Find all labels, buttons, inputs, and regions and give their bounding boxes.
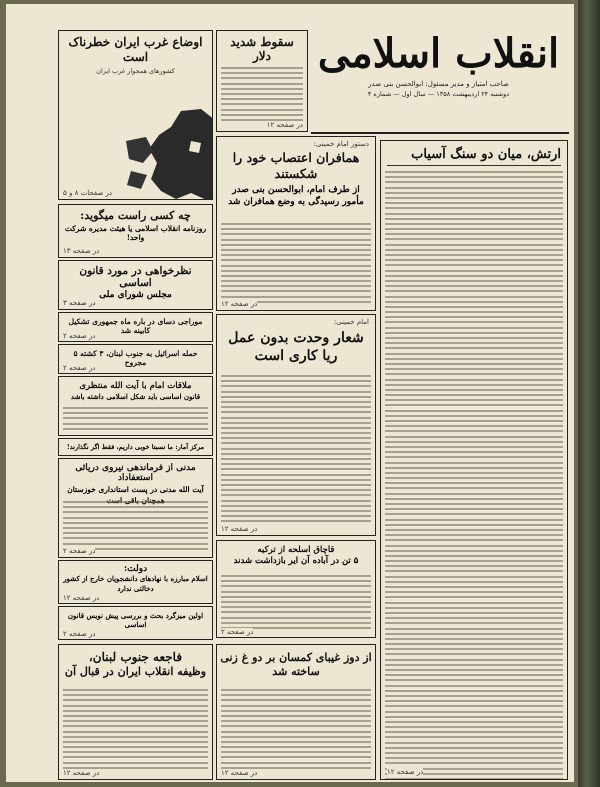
govt-article: [58, 560, 213, 604]
rumor-article: [216, 644, 376, 780]
slogan-article: [216, 314, 376, 536]
meeting-sub: قانون اساسی باید شکل اسلامی داشته باشد: [70, 392, 201, 401]
lebanon-attack-headline: حمله اسرائیل به جنوب لبنان، ۳ کشته ۵ مجروح: [73, 349, 198, 367]
who-said-article: [58, 204, 213, 258]
cabinet-headline: موراجی دسای در باره ماه جمهوری تشکیل کابینه شد: [68, 317, 203, 335]
khuzestan-article: [58, 458, 213, 558]
west-iran-footer: در صفحات ۸ و ۵: [63, 189, 113, 197]
homafaran-article: [216, 136, 376, 311]
dollar-footer: در صفحه ۱۲: [266, 121, 303, 129]
masthead-title: انقلاب اسلامی: [317, 30, 560, 77]
constitution-footer: در صفحه ۳: [63, 299, 96, 307]
lebanon-tragedy-headline: فاجعه جنوب لبنان،: [88, 650, 183, 664]
lebanon-attack-article: [58, 344, 213, 374]
lebanon-tragedy-sub: وظیفه انقلاب ایران در قبال آن: [64, 665, 207, 678]
masthead: [311, 32, 566, 102]
constitution-article: [58, 260, 213, 310]
lebanon-tragedy-article: [58, 644, 213, 780]
lebanon-tragedy-footer: در صفحه ۱۲: [63, 769, 100, 777]
slogan-kicker: امام خمینی:: [333, 318, 369, 326]
rumor-sub: ساخته شد: [272, 665, 320, 678]
stats-article: [58, 438, 213, 456]
west-iran-headline: اوضاع غرب ایران خطرناک است: [68, 35, 203, 64]
who-said-headline: چه کسی راست میگوید:: [80, 209, 191, 222]
rumor-footer: در صفحه ۱۲: [221, 769, 258, 777]
masthead-rule: [311, 132, 569, 134]
govt-headline: دولت:: [123, 564, 148, 574]
cabinet-article: [58, 312, 213, 342]
homafaran-kicker: دستور امام خمینی:: [313, 140, 369, 148]
smuggling-article: [216, 540, 376, 638]
meeting-headline: ملاقات امام با آیت الله منتظری: [79, 381, 192, 391]
newspaper-page: [6, 4, 574, 782]
who-said-footer: در صفحه ۱۳: [63, 247, 100, 255]
homafaran-footer: در صفحه ۱۲: [221, 300, 258, 308]
roundtable-footer: در صفحه ۲: [63, 630, 96, 638]
iran-map: [121, 101, 213, 200]
khuzestan-sub: آیت الله مدنی در پست استانداری خوزستان: [67, 485, 204, 494]
map-caption: کشورهای همجوار غرب ایران: [96, 67, 175, 75]
roundtable-headline: اولین میزگرد بحث و بررسی پیش نویس قانون اساسی: [67, 611, 204, 629]
constitution-headline: نظرخواهی در مورد قانون اساسی: [79, 265, 192, 289]
khuzestan-footer: در صفحه ۲: [63, 547, 96, 555]
roundtable-article: [58, 606, 213, 640]
rumor-headline: از دوز غیبای کمسان بر دو غ زنی: [220, 651, 372, 664]
book-binding: [578, 0, 600, 787]
constitution-sub: مجلس شورای ملی: [99, 290, 172, 300]
slogan-footer: در صفحه ۱۲: [221, 525, 258, 533]
khuzestan-headline: مدنی از فرماندهی نیروی دریائی استعفاداد: [75, 463, 196, 483]
west-iran-article: [58, 30, 213, 200]
lebanon-attack-footer: در صفحه ۲: [63, 364, 96, 372]
meeting-article: [58, 376, 213, 436]
dollar-headline: سقوط شدید دلار: [230, 35, 294, 63]
govt-sub: اسلام مبارزه با نهادهای دانشجویان خارج از کشور دخالتی ندارد: [63, 574, 208, 593]
army-headline: ارتش، میان دو سنگ آسیاب: [387, 147, 561, 166]
homafaran-deck: از طرف امام، ابوالحسن بنی صدر مأمور رسیدگی به وضع همافران شد: [228, 185, 364, 207]
stats-headline: مرکز آمار: ما نسبتا خوبی داریم، فقط اگر نگذارند!: [66, 443, 205, 451]
slogan-headline: شعار وحدت بدون عمل ریا کاری است: [228, 330, 364, 364]
dollar-article: [216, 30, 308, 132]
cabinet-footer: در صفحه ۲: [63, 332, 96, 340]
who-said-line: روزنامه انقلاب اسلامی یا هیئت مدیره شرکت واحد!: [64, 224, 207, 242]
masthead-subtitle: صاحب امتیاز و مدیر مسئول: ابوالحسن بنی صدر: [368, 80, 509, 88]
masthead-dateline: دوشنبه ۲۴ اردیبهشت ۱۳۵۸ — سال اول — شماره ۴: [367, 90, 510, 98]
smuggling-headline: قاچاق اسلحه از ترکیه: [257, 545, 335, 555]
govt-footer: در صفحه ۱۲: [63, 594, 100, 602]
army-footer: در صفحه ۱۲: [387, 768, 424, 776]
smuggling-sub: ۵ تن در آباده آن ایر بازداشت شدند: [233, 556, 359, 566]
homafaran-headline: همافران اعتصاب خود را شکستند: [232, 150, 360, 181]
smuggling-footer: در صفحه ۲: [221, 628, 254, 636]
army-article: [380, 140, 568, 780]
